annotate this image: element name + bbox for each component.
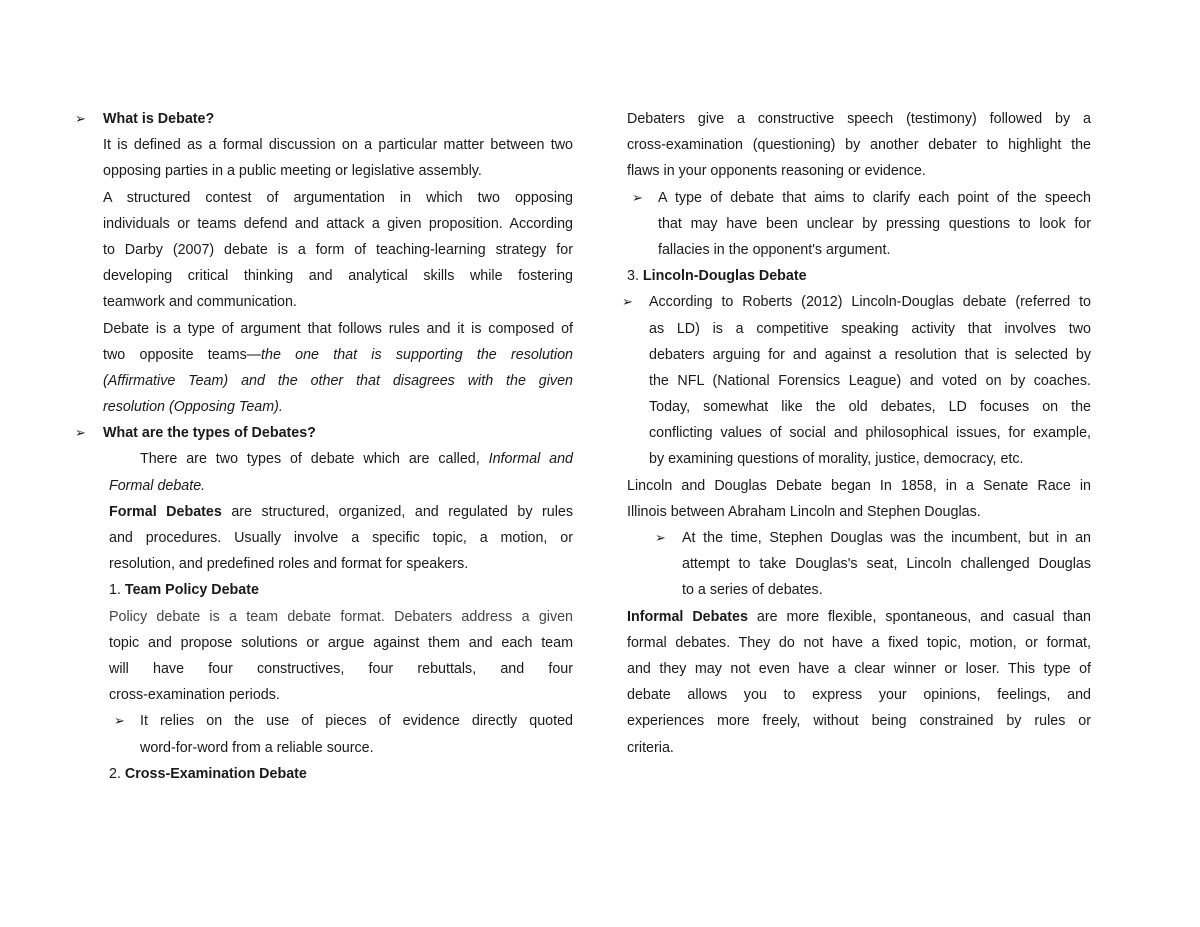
bullet-line: as LD) is a competitive speaking activity that involves two	[649, 320, 1091, 337]
heading-types-of-debates: What are the types of Debates?	[103, 425, 316, 442]
arrow-bullet-icon: ➢	[114, 713, 125, 729]
text-plain: are more flexible, spontaneous, and casual than	[747, 608, 1091, 625]
text-plain: two opposite teams—	[103, 346, 262, 363]
bullet-text: According to Roberts (2012) Lincoln-Douglas debate (referred to	[649, 294, 1091, 311]
paragraph-line: It is defined as a formal discussion on a particular matter between two	[103, 137, 573, 154]
types-body	[109, 446, 573, 786]
paragraph-line: and procedures. Usually involve a specific topic, a motion, or	[109, 530, 573, 546]
paragraph-line: debate allows you to express your opinions, feelings, and	[627, 687, 1091, 704]
bullet-line	[627, 185, 1091, 211]
bullet-line: Today, somewhat like the old debates, LD focuses on the	[649, 399, 1091, 416]
right-column	[622, 106, 1091, 761]
text-italic: Informal and	[488, 451, 573, 468]
arrow-bullet-icon: ➢	[75, 425, 86, 441]
paragraph-line: Debate is a type of argument that follows rules and it is composed of	[103, 320, 573, 337]
arrow-bullet-icon: ➢	[655, 530, 666, 545]
paragraph-line: resolution (Opposing Team).	[103, 399, 283, 416]
paragraph-line	[109, 446, 573, 472]
arrow-bullet-icon: ➢	[75, 111, 86, 126]
paragraph-line: topic and propose solutions or argue against them and each team	[109, 634, 573, 651]
paragraph-line: individuals or teams defend and attack a given proposition. According	[103, 215, 573, 232]
subheading-cross-examination	[109, 761, 573, 787]
paragraph-line: Lincoln and Douglas Debate began In 1858, in a Senate Race in	[627, 477, 1091, 494]
bullet-line: that may have been unclear by pressing questions to look for	[658, 215, 1091, 232]
heading-lincoln-douglas-debate: Lincoln-Douglas Debate	[642, 268, 807, 285]
paragraph-line: resolution, and predefined roles and format for speakers.	[109, 556, 469, 573]
bullet-line: word-for-word from a reliable source.	[140, 739, 374, 756]
paragraph-line: to Darby (2007) debate is a form of teaching-learning strategy for	[103, 241, 573, 258]
heading-what-is-debate: What is Debate?	[103, 111, 215, 127]
section-heading-what-is-debate	[75, 106, 573, 132]
bullet-text: A type of debate that aims to clarify each point of the speech	[658, 189, 1091, 206]
list-number: 1.	[109, 582, 121, 599]
subheading-lincoln-douglas	[627, 263, 1091, 289]
paragraph-line: teamwork and communication.	[103, 294, 297, 311]
arrow-bullet-icon: ➢	[632, 189, 643, 205]
left-column	[75, 106, 573, 787]
paragraph-line: flaws in your opponents reasoning or evidence.	[627, 163, 926, 180]
list-number: 2.	[109, 765, 121, 782]
bullet-line: the NFL (National Forensics League) and voted on by coaches.	[649, 372, 1091, 389]
paragraph-line: Policy debate is a team debate format. Debaters address a given	[109, 608, 573, 625]
bullet-line: fallacies in the opponent's argument.	[658, 241, 891, 258]
paragraph-line: and they may not even have a clear winner or loser. This type of	[627, 660, 1091, 677]
bullet-line	[622, 289, 1091, 315]
bullet-line: conflicting values of social and philosophical issues, for example,	[649, 425, 1091, 442]
paragraph-line: developing critical thinking and analytical skills while fostering	[103, 268, 573, 285]
term-formal-debates: Formal Debates	[109, 503, 222, 520]
paragraph-line: will have four constructives, four rebuttals, and four	[109, 660, 573, 677]
heading-cross-examination-debate: Cross-Examination Debate	[124, 765, 307, 782]
text-plain: are structured, organized, and regulated by rules	[221, 503, 573, 520]
paragraph-line: Formal debate.	[109, 477, 206, 494]
paragraph-line: opposing parties in a public meeting or legislative assembly.	[103, 163, 482, 180]
paragraph-line: Debaters give a constructive speech (testimony) followed by a	[627, 111, 1091, 127]
paragraph-line	[103, 342, 573, 368]
paragraph-line: cross-examination periods.	[109, 687, 280, 704]
text-italic: the one that is supporting the resolution	[261, 346, 573, 363]
paragraph-line	[627, 604, 1091, 630]
list-number: 3.	[627, 268, 639, 285]
paragraph-line: criteria.	[627, 739, 674, 756]
debate-definition	[103, 132, 573, 420]
heading-team-policy-debate: Team Policy Debate	[124, 582, 259, 599]
paragraph-line	[109, 499, 573, 525]
paragraph-line: Illinois between Abraham Lincoln and Stephen Douglas.	[627, 503, 981, 520]
paragraph-line: cross-examination (questioning) by another debater to highlight the	[627, 137, 1091, 154]
bullet-line	[109, 708, 573, 734]
paragraph-line: formal debates. They do not have a fixed topic, motion, or format,	[627, 634, 1091, 651]
section-heading-types	[75, 420, 573, 446]
arrow-bullet-icon: ➢	[622, 294, 633, 310]
bullet-line: attempt to take Douglas's seat, Lincoln challenged Douglas	[682, 556, 1091, 573]
bullet-line: debaters arguing for and against a resolution that is selected by	[649, 346, 1091, 363]
paragraph-line: (Affirmative Team) and the other that disagrees with the given	[103, 372, 573, 389]
bullet-line: by examining questions of morality, justice, democracy, etc.	[649, 451, 1024, 468]
bullet-line: to a series of debates.	[682, 582, 823, 599]
paragraph-line: A structured contest of argumentation in which two opposing	[103, 189, 573, 206]
bullet-text: At the time, Stephen Douglas was the incumbent, but in an	[682, 530, 1091, 546]
bullet-line	[627, 525, 1091, 551]
paragraph-line: experiences more freely, without being constrained by rules or	[627, 713, 1091, 730]
term-informal-debates: Informal Debates	[627, 608, 748, 625]
text-plain: There are two types of debate which are called,	[140, 451, 489, 468]
subheading-team-policy	[109, 577, 573, 603]
bullet-text: It relies on the use of pieces of evidence directly quoted	[140, 713, 573, 730]
